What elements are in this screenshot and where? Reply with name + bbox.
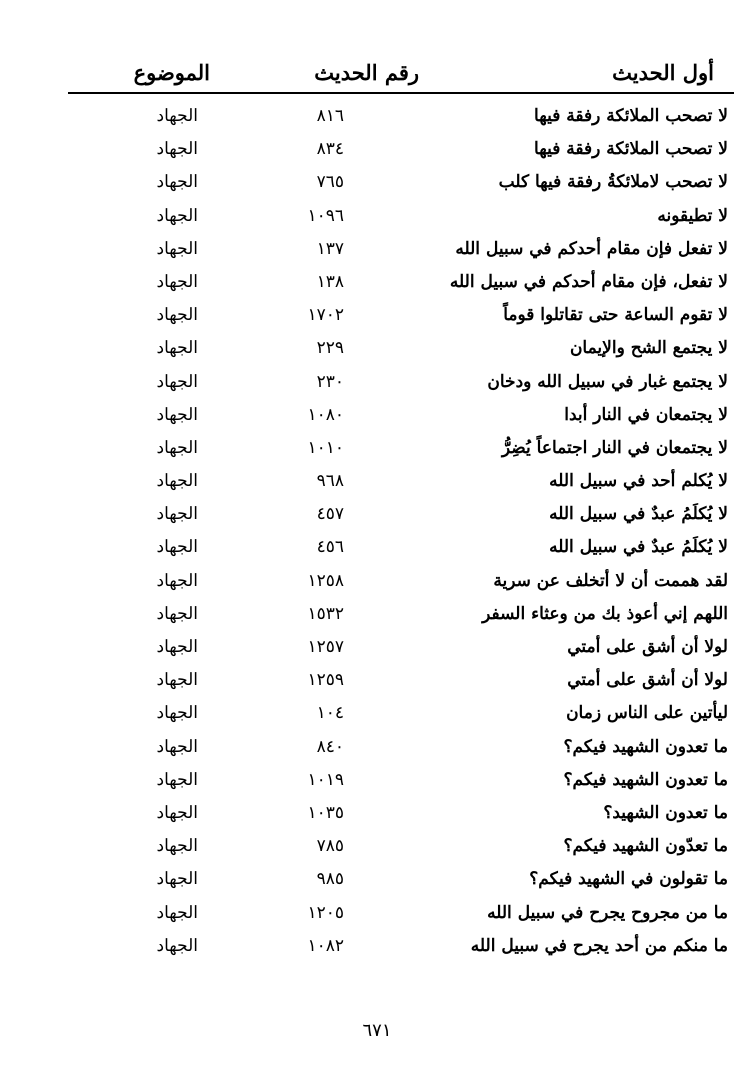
hadith-topic: الجهاد bbox=[156, 736, 198, 757]
hadith-number: ٩٨٥ bbox=[316, 869, 344, 890]
hadith-number: ١٠٨٠ bbox=[307, 404, 344, 425]
hadith-first-words: لقد هممت أن لا أتخلف عن سرية bbox=[493, 570, 728, 591]
hadith-topic: الجهاد bbox=[156, 769, 198, 790]
hadith-first-words: لا تصحب الملائكة رفقة فيها bbox=[534, 106, 728, 126]
table-row bbox=[0, 697, 754, 730]
hadith-first-words: لا تقوم الساعة حتى تقاتلوا قوماً bbox=[503, 305, 728, 326]
table-row bbox=[0, 930, 754, 963]
hadith-topic: الجهاد bbox=[156, 935, 198, 956]
hadith-topic: الجهاد bbox=[156, 637, 198, 657]
header-first-words: أول الحديث bbox=[612, 60, 714, 85]
hadith-number: ١٠١٠ bbox=[307, 437, 344, 458]
table-row bbox=[0, 432, 754, 465]
hadith-first-words: لولا أن أشق على أمتي bbox=[567, 637, 728, 657]
hadith-first-words: ما تعدّون الشهيد فيكم؟ bbox=[563, 836, 728, 857]
hadith-topic: الجهاد bbox=[156, 238, 198, 259]
hadith-topic: الجهاد bbox=[156, 371, 198, 392]
hadith-first-words: لا يجتمعان في النار اجتماعاً يُضِرُّ bbox=[501, 437, 728, 458]
hadith-first-words: لا يجتمع غبار في سبيل الله ودخان bbox=[487, 371, 728, 392]
hadith-topic: الجهاد bbox=[156, 869, 198, 890]
table-row bbox=[0, 366, 754, 399]
hadith-topic: الجهاد bbox=[156, 139, 198, 160]
hadith-number: ٨٤٠ bbox=[316, 736, 344, 757]
hadith-number: ٨٣٤ bbox=[316, 139, 344, 160]
hadith-topic: الجهاد bbox=[156, 703, 198, 724]
table-row bbox=[0, 100, 754, 133]
hadith-number: ١٠٤ bbox=[316, 703, 344, 724]
hadith-number: ٤٥٦ bbox=[316, 537, 344, 558]
table-row bbox=[0, 731, 754, 764]
table-row bbox=[0, 830, 754, 863]
hadith-first-words: ما تعدون الشهيد فيكم؟ bbox=[563, 736, 728, 757]
hadith-number: ١٢٥٩ bbox=[307, 670, 344, 691]
hadith-first-words: ما تعدون الشهيد فيكم؟ bbox=[563, 769, 728, 790]
hadith-first-words: لا تصحب لاملائكةُ رفقة فيها كلب bbox=[498, 172, 728, 193]
table-row bbox=[0, 664, 754, 697]
hadith-first-words: ما تقولون في الشهيد فيكم؟ bbox=[529, 869, 728, 890]
table-row bbox=[0, 631, 754, 664]
table-row bbox=[0, 897, 754, 930]
hadith-number: ١٧٠٢ bbox=[307, 305, 344, 326]
hadith-first-words: لا تطيقونه bbox=[657, 205, 728, 226]
hadith-topic: الجهاد bbox=[156, 106, 198, 126]
hadith-number: ٨١٦ bbox=[316, 106, 344, 126]
hadith-topic: الجهاد bbox=[156, 802, 198, 823]
table-row bbox=[0, 863, 754, 896]
table-row bbox=[0, 797, 754, 830]
hadith-first-words: لا يُكلَمُ عبدٌ في سبيل الله bbox=[549, 537, 728, 558]
table-row bbox=[0, 332, 754, 365]
hadith-number: ٢٣٠ bbox=[316, 371, 344, 392]
hadith-first-words: لا يُكلم أحد في سبيل الله bbox=[549, 471, 728, 492]
hadith-first-words: اللهم إني أعوذ بك من وعثاء السفر bbox=[482, 603, 728, 624]
table-row bbox=[0, 200, 754, 233]
hadith-first-words: لا تصحب الملائكة رفقة فيها bbox=[534, 139, 728, 160]
table-row bbox=[0, 565, 754, 598]
table-row bbox=[0, 764, 754, 797]
hadith-number: ١٢٠٥ bbox=[307, 902, 344, 923]
hadith-first-words: لا يجتمعان في النار أبدا bbox=[564, 404, 728, 425]
hadith-number: ١٣٧ bbox=[316, 238, 344, 259]
hadith-topic: الجهاد bbox=[156, 404, 198, 425]
hadith-topic: الجهاد bbox=[156, 437, 198, 458]
table-row bbox=[0, 465, 754, 498]
hadith-number: ١٢٥٨ bbox=[307, 570, 344, 591]
hadith-number: ٢٢٩ bbox=[316, 338, 344, 359]
hadith-topic: الجهاد bbox=[156, 603, 198, 624]
index-table bbox=[0, 100, 754, 963]
hadith-topic: الجهاد bbox=[156, 271, 198, 292]
hadith-number: ١٠٣٥ bbox=[307, 802, 344, 823]
hadith-topic: الجهاد bbox=[156, 471, 198, 492]
hadith-number: ١٠٩٦ bbox=[307, 205, 344, 226]
hadith-topic: الجهاد bbox=[156, 670, 198, 691]
hadith-topic: الجهاد bbox=[156, 504, 198, 525]
header-hadith-number: رقم الحديث bbox=[314, 60, 419, 85]
hadith-first-words: ليأتين على الناس زمان bbox=[566, 703, 728, 724]
hadith-number: ١٥٣٢ bbox=[307, 603, 344, 624]
hadith-number: ١٣٨ bbox=[316, 271, 344, 292]
table-row bbox=[0, 133, 754, 166]
hadith-topic: الجهاد bbox=[156, 338, 198, 359]
hadith-first-words: لولا أن أشق على أمتي bbox=[567, 670, 728, 691]
hadith-first-words: لا يجتمع الشح والإيمان bbox=[569, 338, 728, 359]
hadith-number: ٧٨٥ bbox=[316, 836, 344, 857]
hadith-first-words: لا تفعل، فإن مقام أحدكم في سبيل الله bbox=[449, 271, 728, 292]
table-row bbox=[0, 498, 754, 531]
table-row bbox=[0, 233, 754, 266]
hadith-first-words: ما منكم من أحد يجرح في سبيل الله bbox=[470, 935, 728, 956]
hadith-number: ١٠٨٢ bbox=[307, 935, 344, 956]
hadith-number: ٤٥٧ bbox=[316, 504, 344, 525]
hadith-first-words: ما تعدون الشهيد؟ bbox=[603, 802, 728, 823]
hadith-topic: الجهاد bbox=[156, 902, 198, 923]
table-row bbox=[0, 598, 754, 631]
hadith-topic: الجهاد bbox=[156, 570, 198, 591]
hadith-first-words: لا تفعل فإن مقام أحدكم في سبيل الله bbox=[455, 238, 728, 259]
table-row bbox=[0, 166, 754, 199]
hadith-first-words: لا يُكلَمُ عبدٌ في سبيل الله bbox=[549, 504, 728, 525]
table-row bbox=[0, 266, 754, 299]
page-number: ٦٧١ bbox=[362, 1020, 392, 1041]
table-row bbox=[0, 299, 754, 332]
table-row bbox=[0, 399, 754, 432]
table-row bbox=[0, 531, 754, 564]
hadith-topic: الجهاد bbox=[156, 172, 198, 193]
hadith-number: ٩٦٨ bbox=[316, 471, 344, 492]
hadith-topic: الجهاد bbox=[156, 537, 198, 558]
hadith-number: ٧٦٥ bbox=[316, 172, 344, 193]
hadith-number: ١٢٥٧ bbox=[307, 637, 344, 657]
hadith-topic: الجهاد bbox=[156, 205, 198, 226]
hadith-topic: الجهاد bbox=[156, 305, 198, 326]
hadith-number: ١٠١٩ bbox=[307, 769, 344, 790]
hadith-first-words: ما من مجروح يجرح في سبيل الله bbox=[487, 902, 728, 923]
hadith-topic: الجهاد bbox=[156, 836, 198, 857]
table-header bbox=[68, 52, 734, 94]
header-topic: الموضوع bbox=[133, 60, 210, 85]
